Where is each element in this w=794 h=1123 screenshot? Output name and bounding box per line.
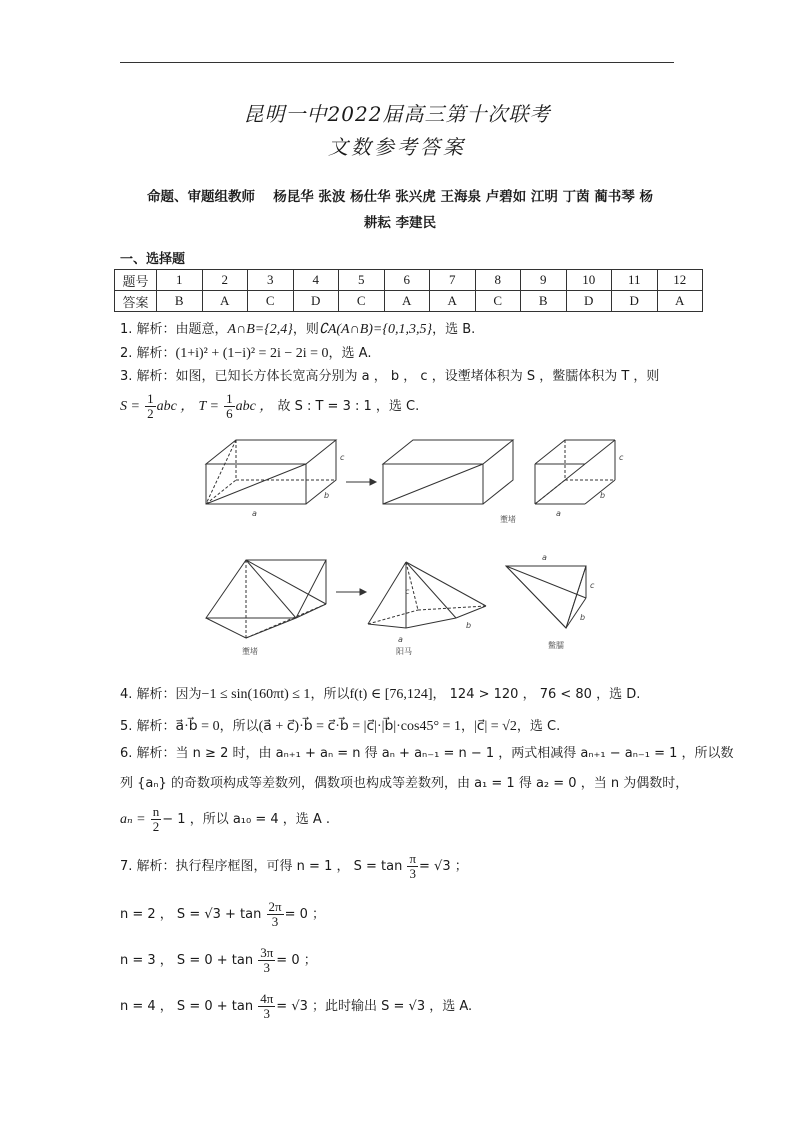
solution-text: 故 S : T = 3 : 1 ，选 C. [277, 399, 420, 414]
label-a: a [252, 509, 257, 518]
solution-text: ，所以 [310, 687, 350, 702]
label-c: c [619, 453, 624, 462]
math-expr: T = [198, 399, 219, 414]
table-row-numbers [115, 270, 703, 291]
solution-1 [120, 318, 475, 338]
frac-num: 1 [147, 391, 154, 406]
solution-4 [120, 683, 640, 703]
table-cell: D [566, 291, 612, 312]
answer-table [114, 269, 703, 312]
table-header-answer: 答案 [115, 291, 157, 312]
label-b: b [580, 613, 586, 622]
table-cell: A [384, 291, 430, 312]
table-cell: 7 [430, 270, 476, 291]
table-cell: C [248, 291, 294, 312]
solution-6-line3 [120, 805, 330, 834]
frac-num: π [409, 851, 417, 866]
table-cell: C [339, 291, 385, 312]
label-c: c [340, 453, 345, 462]
fraction [145, 392, 156, 421]
label-c: c [405, 587, 410, 596]
frac-den: 2 [147, 406, 154, 421]
table-cell: 6 [384, 270, 430, 291]
table-cell: 11 [612, 270, 658, 291]
title-line1: 昆明一中2022届高三第十次联考 [243, 102, 551, 126]
math-expr: a⃗·b⃗ = 0 [175, 719, 220, 734]
pyramid-diagram [200, 548, 620, 660]
solution-text: n = 2 ， S = √3 + tan [120, 907, 262, 922]
label-qiandu: 壍堵 [500, 515, 516, 524]
table-cell: A [202, 291, 248, 312]
solution-text: n = 4 ， S = 0 + tan [120, 999, 254, 1014]
solution-text: = 0 ； [276, 953, 317, 968]
table-cell: 2 [202, 270, 248, 291]
authors-line1: 命题、审题组教师 杨昆华 张波 杨仕华 张兴虎 王海泉 卢碧如 江明 丁茵 蔺书琴 杨 [147, 189, 653, 205]
solution-text: n = 3 ， S = 0 + tan [120, 953, 254, 968]
authors [120, 184, 680, 236]
table-cell: A [657, 291, 703, 312]
math-expr: abc ， [156, 399, 195, 414]
label-a: a [398, 635, 403, 644]
top-rule [120, 62, 674, 63]
solution-3-line1: 3. 解析：如图，已知长方体长宽高分别为 a ， b ， c ，设壍堵体积为 S ，鳖臑体积为 T ，则 [120, 369, 660, 384]
section-title: 一、选择题 [120, 252, 186, 267]
label-b: b [600, 491, 606, 500]
solution-text: 7. 解析：执行程序框图，可得 n = 1 ， S = tan [120, 859, 403, 874]
solution-text: 4. 解析：因为 [120, 687, 202, 702]
solution-7-line2 [120, 900, 325, 929]
label-bienao: 鳖臑 [548, 641, 564, 650]
frac-den: 6 [226, 406, 233, 421]
fraction [267, 900, 284, 929]
table-cell: C [475, 291, 521, 312]
math-expr: |c⃗| = √2 [473, 719, 517, 734]
math-expr: ∁A(A∩B)={0,1,3,5} [318, 322, 433, 337]
solution-text: = √3 ；此时输出 S = √3 ，选 A. [276, 999, 473, 1014]
math-expr: A∩B={2,4} [227, 322, 293, 337]
frac-den: 3 [263, 1006, 270, 1021]
solution-text: ， 124 > 120 ， 76 < 80 ，选 D. [432, 687, 641, 702]
math-expr: S = [120, 399, 140, 414]
frac-den: 3 [409, 866, 416, 881]
cuboid-diagram [200, 432, 640, 528]
table-cell: B [157, 291, 203, 312]
frac-den: 2 [152, 819, 160, 834]
fraction [258, 992, 275, 1021]
frac-den: 3 [271, 914, 279, 929]
solution-6-line2: 列 {aₙ} 的奇数项构成等差数列，偶数项也构成等差数列，由 a₁ = 1 得 a₂ = 0 ，当 n 为偶数时， [120, 776, 689, 791]
math-expr: f(t) ∈ [76,124] [349, 687, 433, 702]
table-cell: 12 [657, 270, 703, 291]
table-cell: B [521, 291, 567, 312]
authors-line2: 耕耘 李建民 [363, 215, 437, 231]
table-cell: 1 [157, 270, 203, 291]
solution-7-line4 [120, 992, 472, 1021]
table-cell: 10 [566, 270, 612, 291]
solution-text: ，选 C. [516, 719, 561, 734]
frac-num: n [152, 804, 160, 819]
frac-num: 2π [268, 899, 282, 914]
fraction [407, 852, 418, 881]
solution-text: ， [460, 719, 474, 734]
label-b: b [466, 621, 472, 630]
table-header-number: 题号 [115, 270, 157, 291]
label-c: c [590, 581, 595, 590]
math-expr: (1+i)² + (1−i)² = 2i − 2i = 0 [175, 346, 329, 361]
title-line2: 文数参考答案 [328, 135, 466, 159]
solution-text: ，所以 [219, 719, 259, 734]
solution-3-line2 [120, 392, 419, 421]
fraction [258, 946, 275, 975]
solution-text: 5. 解析： [120, 719, 176, 734]
solution-text: = 0 ； [284, 907, 326, 922]
figure-cuboid-split [200, 432, 640, 528]
table-cell: 3 [248, 270, 294, 291]
solution-5 [120, 715, 560, 735]
frac-num: 4π [260, 991, 274, 1006]
math-expr: −1 ≤ sin(160πt) ≤ 1 [201, 687, 311, 702]
fraction [224, 392, 235, 421]
fraction [151, 805, 162, 834]
frac-num: 1 [226, 391, 233, 406]
solution-text: 1. 解析：由题意， [120, 322, 228, 337]
solution-text: = √3 ； [419, 859, 468, 874]
table-cell: 9 [521, 270, 567, 291]
figure-pyramid-split [200, 548, 620, 660]
table-cell: D [293, 291, 339, 312]
math-expr: aₙ = [120, 812, 146, 827]
label-qiandu: 壍堵 [242, 647, 258, 656]
solution-text: − 1 ，所以 a₁₀ = 4 ，选 A . [162, 812, 331, 827]
table-cell: 4 [293, 270, 339, 291]
label-yangma: 阳马 [396, 647, 412, 656]
solution-7-line3 [120, 946, 317, 975]
label-a: a [556, 509, 561, 518]
solution-2 [120, 342, 371, 362]
table-cell: D [612, 291, 658, 312]
frac-num: 3π [260, 945, 274, 960]
solution-text: ，选 B. [432, 322, 476, 337]
solution-text: 2. 解析： [120, 346, 176, 361]
frac-den: 3 [263, 960, 270, 975]
label-a: a [542, 553, 547, 562]
solution-6-line1: 6. 解析：当 n ≥ 2 时，由 aₙ₊₁ + aₙ = n 得 aₙ + aₙ₋₁ = n − 1 ，两式相减得 aₙ₊₁ − aₙ₋₁ = 1 ，所以数 [120, 746, 734, 761]
solution-7-line1 [120, 852, 468, 881]
table-cell: 8 [475, 270, 521, 291]
table-cell: 5 [339, 270, 385, 291]
solution-text: ，选 A. [328, 346, 372, 361]
table-row-answers [115, 291, 703, 312]
math-expr: abc ， [235, 399, 274, 414]
solution-text: ，则 [292, 322, 319, 337]
math-expr: (a⃗ + c⃗)·b⃗ = c⃗·b⃗ = |c⃗|·|b⃗|·cos45° = 1 [258, 719, 461, 734]
table-cell: A [430, 291, 476, 312]
label-b: b [324, 491, 330, 500]
